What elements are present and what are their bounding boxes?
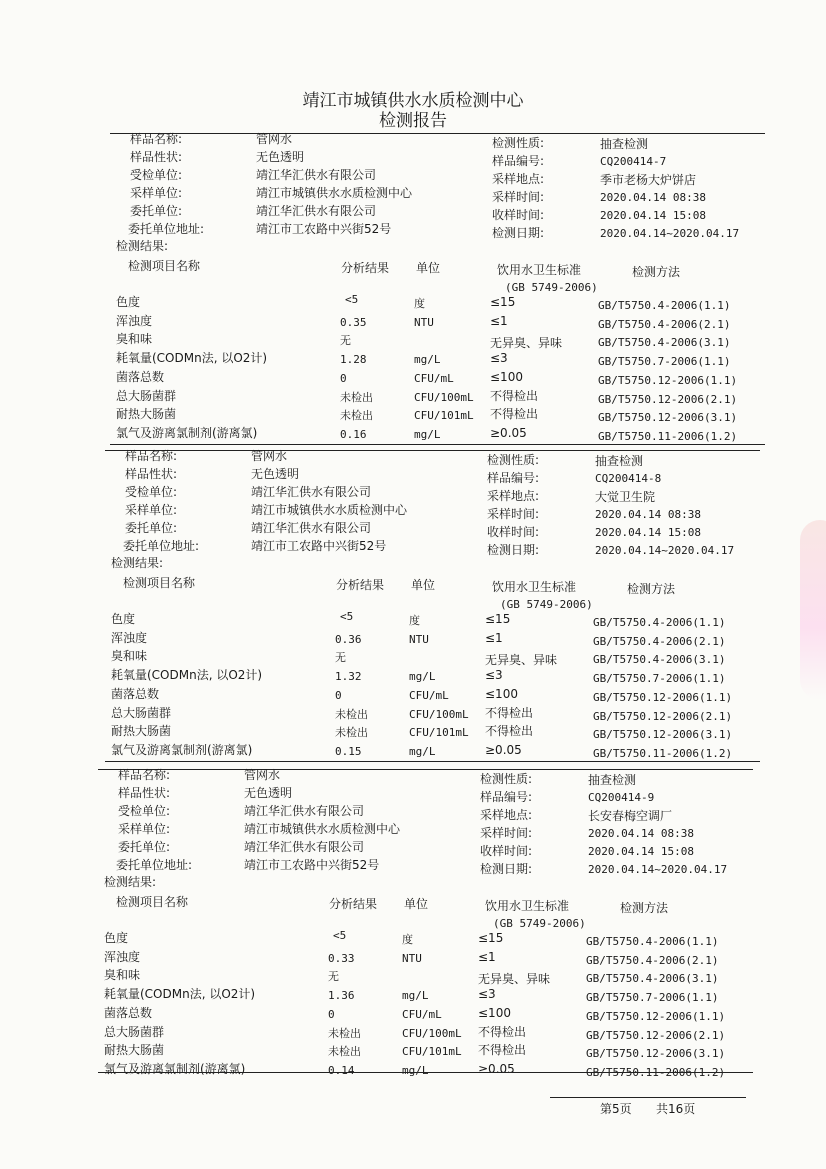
- item-name: 臭和味: [111, 649, 148, 663]
- value-client-unit: 靖江华汇供水有限公司: [244, 840, 365, 854]
- item-name: 氯气及游离氯制剂(游离氯): [116, 426, 258, 440]
- value-receiving-unit: 靖江华汇供水有限公司: [251, 485, 372, 499]
- value-sample-state: 无色透明: [251, 467, 300, 481]
- item-method: GB/T5750.4-2006(3.1): [593, 653, 726, 666]
- value-client-address: 靖江市工农路中兴街52号: [244, 858, 380, 872]
- table-row: [0, 1006, 814, 1024]
- col-header-standard: 饮用水卫生标准: [497, 263, 582, 277]
- block-top-rule: [98, 769, 753, 770]
- item-result: 1.36: [328, 989, 355, 1002]
- col-header-standard: 饮用水卫生标准: [492, 580, 577, 594]
- item-name: 耗氧量(CODMn法, 以O2计): [104, 987, 256, 1001]
- col-header-standard-sub: (GB 5749-2006): [505, 281, 598, 294]
- item-unit: CFU/101mL: [409, 726, 469, 739]
- item-result: 0.15: [335, 745, 362, 758]
- item-result: 未检出: [328, 1027, 361, 1040]
- page-number: 第5页: [600, 1102, 632, 1116]
- item-method: GB/T5750.12-2006(3.1): [586, 1047, 726, 1060]
- report-subtitle: 检测报告: [379, 111, 447, 131]
- item-result: 0: [335, 689, 342, 702]
- item-standard: 不得检出: [485, 724, 534, 738]
- table-row: [0, 314, 826, 332]
- value-sampling-unit: 靖江市城镇供水水质检测中心: [256, 186, 413, 200]
- col-header-result: 分析结果: [341, 261, 390, 275]
- label-sample-name: 样品名称:: [130, 132, 183, 146]
- value-client-unit: 靖江华汇供水有限公司: [251, 521, 372, 535]
- value-sampling-time: 2020.04.14 08:38: [600, 191, 706, 204]
- label-client-address: 委托单位地址:: [128, 222, 205, 236]
- label-sample-no: 样品编号:: [492, 154, 545, 168]
- item-method: GB/T5750.12-2006(1.1): [586, 1010, 726, 1023]
- table-row: [0, 668, 821, 686]
- item-result: 未检出: [340, 391, 373, 404]
- item-name: 浑浊度: [111, 631, 148, 645]
- item-standard: ≤100: [485, 687, 518, 701]
- value-receiving-unit: 靖江华汇供水有限公司: [256, 168, 377, 182]
- col-header-method: 检测方法: [632, 265, 681, 279]
- results-label: 检测结果:: [104, 875, 157, 889]
- table-row: [0, 1043, 814, 1061]
- label-test-nature: 检测性质:: [492, 136, 545, 150]
- col-header-result: 分析结果: [336, 578, 385, 592]
- value-sampling-place: 长安春梅空调厂: [588, 809, 673, 823]
- item-result: 0.36: [335, 633, 362, 646]
- item-method: GB/T5750.12-2006(2.1): [586, 1029, 726, 1042]
- item-name: 菌落总数: [104, 1006, 153, 1020]
- item-result: <5: [340, 610, 354, 623]
- table-row: [0, 370, 826, 388]
- item-unit: 度: [414, 297, 425, 310]
- col-header-unit: 单位: [411, 578, 436, 592]
- item-method: GB/T5750.4-2006(1.1): [586, 935, 719, 948]
- item-name: 氯气及游离氯制剂(游离氯): [104, 1062, 246, 1076]
- label-sample-state: 样品性状:: [125, 467, 178, 481]
- col-header-method: 检测方法: [627, 582, 676, 596]
- value-test-nature: 抽查检测: [600, 137, 649, 151]
- item-standard: ≤1: [478, 950, 496, 964]
- item-method: GB/T5750.12-2006(2.1): [598, 393, 738, 406]
- item-standard: ≤15: [478, 931, 504, 945]
- label-sampling-time: 采样时间:: [480, 826, 533, 840]
- item-standard: 无异臭、异味: [490, 336, 563, 350]
- item-result: 0: [340, 372, 347, 385]
- item-unit: CFU/mL: [409, 689, 449, 702]
- col-header-unit: 单位: [404, 897, 429, 911]
- label-sampling-time: 采样时间:: [492, 190, 545, 204]
- table-row: [0, 743, 821, 761]
- item-result: 无: [328, 970, 339, 983]
- value-test-date: 2020.04.14~2020.04.17: [600, 227, 740, 240]
- table-row: [0, 1025, 814, 1043]
- label-sample-state: 样品性状:: [118, 786, 171, 800]
- value-sampling-unit: 靖江市城镇供水水质检测中心: [251, 503, 408, 517]
- item-unit: 度: [409, 614, 420, 627]
- label-sample-state: 样品性状:: [130, 150, 183, 164]
- item-unit: mg/L: [409, 745, 436, 758]
- table-row: [0, 950, 814, 968]
- item-method: GB/T5750.11-2006(1.2): [593, 747, 733, 760]
- item-result: 未检出: [328, 1045, 361, 1058]
- item-standard: ≤1: [485, 631, 503, 645]
- label-receive-time: 收样时间:: [487, 525, 540, 539]
- item-method: GB/T5750.4-2006(1.1): [593, 616, 726, 629]
- table-row: [0, 426, 826, 444]
- item-unit: NTU: [402, 952, 422, 965]
- col-header-standard: 饮用水卫生标准: [485, 899, 570, 913]
- col-header-item: 检测项目名称: [123, 576, 196, 590]
- table-row: [0, 332, 826, 350]
- item-method: GB/T5750.12-2006(1.1): [593, 691, 733, 704]
- label-client-address: 委托单位地址:: [116, 858, 193, 872]
- report-title: 靖江市城镇供水水质检测中心: [302, 91, 524, 111]
- item-result: 0.16: [340, 428, 367, 441]
- table-row: [0, 649, 821, 667]
- item-name: 色度: [104, 931, 129, 945]
- item-standard: ≤1: [490, 314, 508, 328]
- sample-block-2: [0, 448, 821, 768]
- value-sample-no: CQ200414-7: [600, 155, 667, 168]
- label-test-date: 检测日期:: [487, 543, 540, 557]
- value-sample-no: CQ200414-9: [588, 791, 655, 804]
- block-bottom-rule: [98, 1072, 753, 1073]
- item-method: GB/T5750.4-2006(2.1): [598, 318, 731, 331]
- value-sampling-time: 2020.04.14 08:38: [595, 508, 701, 521]
- item-result: 无: [340, 334, 351, 347]
- item-unit: CFU/mL: [402, 1008, 442, 1021]
- item-unit: NTU: [414, 316, 434, 329]
- item-standard: ≤15: [485, 612, 511, 626]
- item-standard: 不得检出: [490, 389, 539, 403]
- label-test-date: 检测日期:: [480, 862, 533, 876]
- item-method: GB/T5750.12-2006(3.1): [593, 728, 733, 741]
- item-name: 浑浊度: [116, 314, 153, 328]
- label-receiving-unit: 受检单位:: [130, 168, 183, 182]
- item-name: 色度: [111, 612, 136, 626]
- table-row: [0, 687, 821, 705]
- item-standard: ≥0.05: [485, 743, 522, 757]
- label-sample-no: 样品编号:: [480, 790, 533, 804]
- label-client-address: 委托单位地址:: [123, 539, 200, 553]
- item-name: 耐热大肠菌: [111, 724, 172, 738]
- table-row: [0, 968, 814, 986]
- value-test-nature: 抽查检测: [588, 773, 637, 787]
- value-test-nature: 抽查检测: [595, 454, 644, 468]
- item-name: 总大肠菌群: [104, 1025, 165, 1039]
- item-standard: ≤3: [485, 668, 503, 682]
- item-name: 总大肠菌群: [116, 389, 177, 403]
- results-label: 检测结果:: [111, 556, 164, 570]
- item-result: 0.14: [328, 1064, 355, 1077]
- item-standard: 无异臭、异味: [485, 653, 558, 667]
- item-unit: CFU/101mL: [402, 1045, 462, 1058]
- table-row: [0, 295, 826, 313]
- item-standard: ≤3: [490, 351, 508, 365]
- block-top-rule: [110, 133, 765, 134]
- col-header-standard-sub: (GB 5749-2006): [500, 598, 593, 611]
- item-name: 耐热大肠菌: [116, 407, 177, 421]
- label-sampling-unit: 采样单位:: [118, 822, 171, 836]
- value-sample-no: CQ200414-8: [595, 472, 662, 485]
- item-method: GB/T5750.4-2006(2.1): [586, 954, 719, 967]
- value-sample-name: 管网水: [256, 132, 293, 146]
- table-row: [0, 631, 821, 649]
- value-sampling-place: 大觉卫生院: [595, 490, 656, 504]
- item-result: 未检出: [335, 708, 368, 721]
- item-method: GB/T5750.7-2006(1.1): [598, 355, 731, 368]
- item-unit: CFU/mL: [414, 372, 454, 385]
- table-row: [0, 612, 821, 630]
- item-method: GB/T5750.12-2006(3.1): [598, 411, 738, 424]
- table-row: [0, 987, 814, 1005]
- label-sampling-unit: 采样单位:: [125, 503, 178, 517]
- value-receiving-unit: 靖江华汇供水有限公司: [244, 804, 365, 818]
- label-sampling-unit: 采样单位:: [130, 186, 183, 200]
- item-standard: ≤3: [478, 987, 496, 1001]
- results-label: 检测结果:: [116, 239, 169, 253]
- item-standard: 不得检出: [485, 706, 534, 720]
- label-client-unit: 委托单位:: [130, 204, 183, 218]
- table-row: [0, 389, 826, 407]
- item-name: 总大肠菌群: [111, 706, 172, 720]
- item-method: GB/T5750.7-2006(1.1): [586, 991, 719, 1004]
- seal-stamp: [800, 520, 826, 700]
- block-top-rule: [105, 450, 760, 451]
- value-sampling-unit: 靖江市城镇供水水质检测中心: [244, 822, 401, 836]
- item-unit: mg/L: [409, 670, 436, 683]
- label-client-unit: 委托单位:: [125, 521, 178, 535]
- item-standard: 不得检出: [490, 407, 539, 421]
- item-result: 未检出: [335, 726, 368, 739]
- col-header-item: 检测项目名称: [116, 895, 189, 909]
- label-sampling-time: 采样时间:: [487, 507, 540, 521]
- value-test-date: 2020.04.14~2020.04.17: [595, 544, 735, 557]
- value-sample-state: 无色透明: [244, 786, 293, 800]
- item-unit: mg/L: [402, 989, 429, 1002]
- value-client-address: 靖江市工农路中兴街52号: [256, 222, 392, 236]
- item-name: 臭和味: [116, 332, 153, 346]
- item-unit: mg/L: [414, 353, 441, 366]
- item-method: GB/T5750.12-2006(1.1): [598, 374, 738, 387]
- item-result: 1.28: [340, 353, 367, 366]
- item-name: 臭和味: [104, 968, 141, 982]
- item-name: 菌落总数: [111, 687, 160, 701]
- table-row: [0, 724, 821, 742]
- col-header-item: 检测项目名称: [128, 259, 201, 273]
- block-bottom-rule: [105, 761, 760, 762]
- item-standard: 不得检出: [478, 1043, 527, 1057]
- value-receive-time: 2020.04.14 15:08: [595, 526, 701, 539]
- item-method: GB/T5750.4-2006(3.1): [586, 972, 719, 985]
- label-client-unit: 委托单位:: [118, 840, 171, 854]
- sample-block-3: [0, 767, 814, 1087]
- label-receiving-unit: 受检单位:: [118, 804, 171, 818]
- item-name: 菌落总数: [116, 370, 165, 384]
- item-method: GB/T5750.7-2006(1.1): [593, 672, 726, 685]
- item-unit: CFU/100mL: [402, 1027, 462, 1040]
- item-name: 色度: [116, 295, 141, 309]
- item-unit: mg/L: [402, 1064, 429, 1077]
- item-standard: ≥0.05: [490, 426, 527, 440]
- value-client-unit: 靖江华汇供水有限公司: [256, 204, 377, 218]
- table-row: [0, 351, 826, 369]
- value-test-date: 2020.04.14~2020.04.17: [588, 863, 728, 876]
- label-sample-name: 样品名称:: [118, 768, 171, 782]
- item-unit: 度: [402, 933, 413, 946]
- label-sampling-place: 采样地点:: [480, 808, 533, 822]
- item-result: 未检出: [340, 409, 373, 422]
- value-sampling-time: 2020.04.14 08:38: [588, 827, 694, 840]
- value-sample-name: 管网水: [251, 449, 288, 463]
- value-sampling-place: 季市老杨大炉饼店: [600, 173, 697, 187]
- label-test-nature: 检测性质:: [480, 772, 533, 786]
- item-name: 耗氧量(CODMn法, 以O2计): [116, 351, 268, 365]
- item-result: 无: [335, 651, 346, 664]
- label-test-date: 检测日期:: [492, 226, 545, 240]
- item-method: GB/T5750.12-2006(2.1): [593, 710, 733, 723]
- item-unit: CFU/101mL: [414, 409, 474, 422]
- item-result: <5: [333, 929, 347, 942]
- item-standard: ≤100: [478, 1006, 511, 1020]
- label-sampling-place: 采样地点:: [487, 489, 540, 503]
- item-unit: CFU/100mL: [409, 708, 469, 721]
- label-test-nature: 检测性质:: [487, 453, 540, 467]
- value-sample-name: 管网水: [244, 768, 281, 782]
- value-receive-time: 2020.04.14 15:08: [600, 209, 706, 222]
- item-name: 耐热大肠菌: [104, 1043, 165, 1057]
- label-receiving-unit: 受检单位:: [125, 485, 178, 499]
- item-standard: ≤15: [490, 295, 516, 309]
- label-sample-name: 样品名称:: [125, 449, 178, 463]
- item-standard: 不得检出: [478, 1025, 527, 1039]
- col-header-result: 分析结果: [329, 897, 378, 911]
- item-result: <5: [345, 293, 359, 306]
- item-standard: ≥0.05: [478, 1062, 515, 1076]
- value-client-address: 靖江市工农路中兴街52号: [251, 539, 387, 553]
- col-header-standard-sub: (GB 5749-2006): [493, 917, 586, 930]
- footer-rule: [550, 1097, 746, 1098]
- item-name: 耗氧量(CODMn法, 以O2计): [111, 668, 263, 682]
- item-standard: ≤100: [490, 370, 523, 384]
- item-result: 1.32: [335, 670, 362, 683]
- table-row: [0, 706, 821, 724]
- item-method: GB/T5750.4-2006(3.1): [598, 336, 731, 349]
- item-method: GB/T5750.11-2006(1.2): [586, 1066, 726, 1079]
- item-method: GB/T5750.4-2006(1.1): [598, 299, 731, 312]
- sample-block-1: [0, 131, 826, 451]
- item-result: 0.35: [340, 316, 367, 329]
- item-result: 0.33: [328, 952, 355, 965]
- item-unit: NTU: [409, 633, 429, 646]
- label-sample-no: 样品编号:: [487, 471, 540, 485]
- item-name: 氯气及游离氯制剂(游离氯): [111, 743, 253, 757]
- table-row: [0, 407, 826, 425]
- col-header-method: 检测方法: [620, 901, 669, 915]
- block-bottom-rule: [110, 444, 765, 445]
- item-method: GB/T5750.11-2006(1.2): [598, 430, 738, 443]
- label-receive-time: 收样时间:: [480, 844, 533, 858]
- label-sampling-place: 采样地点:: [492, 172, 545, 186]
- value-receive-time: 2020.04.14 15:08: [588, 845, 694, 858]
- page-total: 共16页: [656, 1102, 696, 1116]
- table-row: [0, 1062, 814, 1080]
- table-row: [0, 931, 814, 949]
- item-method: GB/T5750.4-2006(2.1): [593, 635, 726, 648]
- item-standard: 无异臭、异味: [478, 972, 551, 986]
- value-sample-state: 无色透明: [256, 150, 305, 164]
- item-unit: mg/L: [414, 428, 441, 441]
- item-name: 浑浊度: [104, 950, 141, 964]
- item-result: 0: [328, 1008, 335, 1021]
- item-unit: CFU/100mL: [414, 391, 474, 404]
- label-receive-time: 收样时间:: [492, 208, 545, 222]
- col-header-unit: 单位: [416, 261, 441, 275]
